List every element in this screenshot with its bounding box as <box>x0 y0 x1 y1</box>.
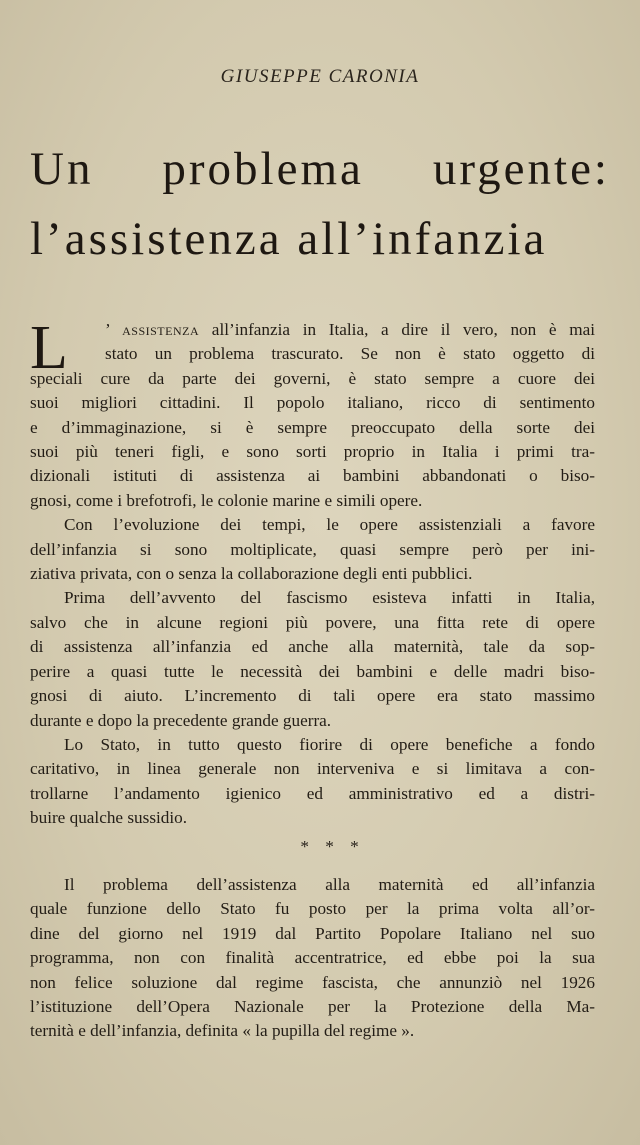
author-name: GIUSEPPE CARONIA <box>220 66 420 87</box>
paragraph-line: gnosi, come i brefotrofi, le colonie marine e simili opere. <box>30 490 423 510</box>
apostrophe: ’ <box>105 320 110 339</box>
paragraph-line: buire qualche sussidio. <box>30 808 188 828</box>
paragraph-line: di assistenza all’infanzia ed anche alla maternità, tale da sop- <box>30 637 595 657</box>
paragraph-line: Con l’evoluzione dei tempi, le opere assistenziali a favore <box>64 515 595 535</box>
paragraph-line: Prima dell’avvento del fascismo esisteva infatti in Italia, <box>64 588 595 608</box>
article-body <box>30 314 595 1044</box>
paragraph-line: trollarne l’andamento igienico ed amministrativo ed a distri- <box>30 783 595 803</box>
paragraph-line: dell’infanzia si sono moltiplicate, quasi sempre però per ini- <box>30 539 595 559</box>
paragraph-line: dine del giorno nel 1919 dal Partito Popolare Italiano nel suo <box>30 923 595 943</box>
paragraph-line: durante e dopo la precedente grande guerra. <box>30 710 332 730</box>
smallcaps-word: assistenza <box>122 320 200 339</box>
article-title-line-1: Un problema urgente: <box>30 143 610 195</box>
paragraph-line: dizionali istituti di assistenza ai bambini abbandonati o biso- <box>30 466 595 486</box>
drop-cap: L <box>30 314 68 382</box>
article-title-line-2: l’assistenza all’infanzia <box>30 213 548 265</box>
paragraph-1 <box>30 314 595 513</box>
paragraph-line: suoi più teneri figli, e sono sorti proprio in Italia i primi tra- <box>30 442 595 462</box>
paragraph-line: ternità e dell’infanzia, definita « la pupilla del regime ». <box>30 1021 415 1041</box>
paragraph-line: Lo Stato, in tutto questo fiorire di opere benefiche a fondo <box>64 734 595 754</box>
paragraph-line: Il problema dell’assistenza alla maternità ed all’infanzia <box>64 874 595 894</box>
paragraph-line: caritativo, in linea generale non interveniva e si limitava a con- <box>30 759 595 779</box>
paragraph-line: non felice soluzione dal regime fascista, che annunziò nel 1926 <box>30 972 595 992</box>
paragraph-5 <box>30 873 595 1044</box>
section-separator: * * * <box>300 836 365 856</box>
paragraph-line: programma, non con finalità accentratrice, ed ebbe poi la sua <box>30 948 595 968</box>
paragraph-3 <box>30 586 595 732</box>
paragraph-line: suoi migliori cittadini. Il popolo italiano, ricco di sentimento <box>30 393 595 413</box>
paragraph-line: ziativa privata, con o senza la collaborazione degli enti pubblici. <box>30 564 473 584</box>
paragraph-line: stato un problema trascurato. Se non è stato oggetto di <box>105 344 595 364</box>
paragraph-line <box>30 318 595 342</box>
paragraph-line: speciali cure da parte dei governi, è stato sempre a cuore dei <box>30 368 595 388</box>
paragraph-line: perire a quasi tutte le necessità dei bambini e delle madri biso- <box>30 661 595 681</box>
paragraph-line: e d’immaginazione, si è sempre preoccupato della sorte dei <box>30 417 595 437</box>
line-text: all’infanzia in Italia, a dire il vero, non è mai <box>199 320 595 339</box>
paragraph-line: l’istituzione dell’Opera Nazionale per la Protezione della Ma- <box>30 996 595 1016</box>
paragraph-line: salvo che in alcune regioni più povere, una fitta rete di opere <box>30 612 595 632</box>
paragraph-line: gnosi di aiuto. L’incremento di tali opere era stato massimo <box>30 686 595 706</box>
paragraph-4 <box>30 733 595 831</box>
paragraph-2 <box>30 513 595 586</box>
paragraph-line: quale funzione dello Stato fu posto per la prima volta all’or- <box>30 899 595 919</box>
